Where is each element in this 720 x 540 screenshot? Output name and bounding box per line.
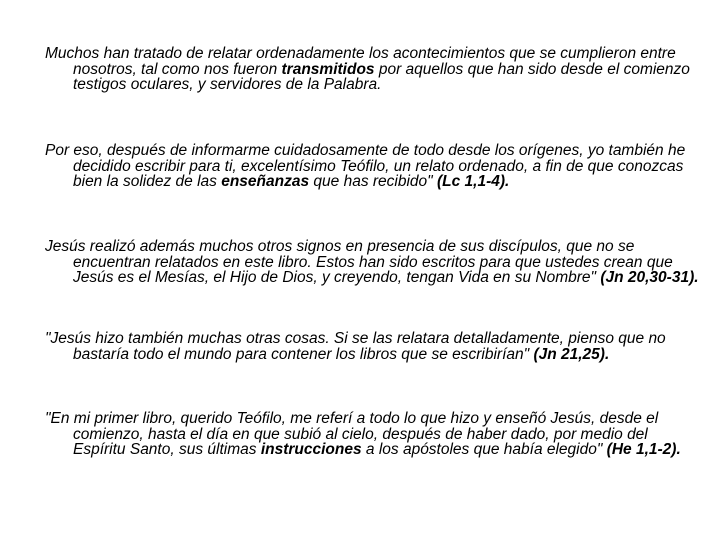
- paragraph-2-text-b: que has recibido": [309, 173, 437, 190]
- paragraph-1-text-b: por aquellos que han sido desde el comienzo testigos oculares, y servidores de la Palabra.: [73, 60, 690, 93]
- paragraph-1: [45, 46, 703, 93]
- paragraph-5-reference: (He 1,1-2).: [606, 441, 681, 458]
- paragraph-2-reference: (Lc 1,1-4).: [436, 173, 510, 190]
- paragraph-5-bold-term: instrucciones: [260, 441, 362, 458]
- paragraph-5-text-a: "En mi primer libro, querido Teófilo, me referí a todo lo que hizo y enseñó Jesús, desde el comienzo, hasta el día en que subió al cielo, después de haber dado, por medio del Espíritu Santo, sus últimas: [45, 410, 659, 458]
- paragraph-5-text-b: a los apóstoles que había elegido": [361, 441, 607, 458]
- paragraph-3: [45, 239, 703, 286]
- paragraph-2: [45, 143, 703, 190]
- paragraph-1-text-a: Muchos han tratado de relatar ordenadamente los acontecimientos que se cumplieron entre nosotros, tal como nos fueron: [45, 45, 676, 78]
- paragraph-4-text: "Jesús hizo también muchas otras cosas. Si se las relatara detalladamente, pienso que no bastaría todo el mundo para contener los libros que se escribirían": [45, 330, 666, 363]
- paragraph-4-reference: (Jn 21,25).: [533, 345, 610, 363]
- paragraph-5: [45, 411, 703, 458]
- paragraph-3-reference: (Jn 20,30-31).: [600, 269, 699, 286]
- paragraph-4: [45, 331, 703, 362]
- paragraph-3-text: Jesús realizó además muchos otros signos en presencia de sus discípulos, que no se encuentran relatados en este libro. Estos han sido escritos para que ustedes crean que Jesús es el Mesías, el Hijo de Dios, y creyendo, tengan Vida en su Nombre": [45, 238, 673, 286]
- paragraph-2-text-a: Por eso, después de informarme cuidadosamente de todo desde los orígenes, yo también he decidido escribir para ti, excelentísimo Teófilo, un relato ordenado, a fin de que conozcas bien la solidez de las: [45, 142, 686, 190]
- paragraph-2-bold-term: enseñanzas: [221, 173, 310, 190]
- paragraph-1-bold-term: transmitidos: [281, 60, 375, 78]
